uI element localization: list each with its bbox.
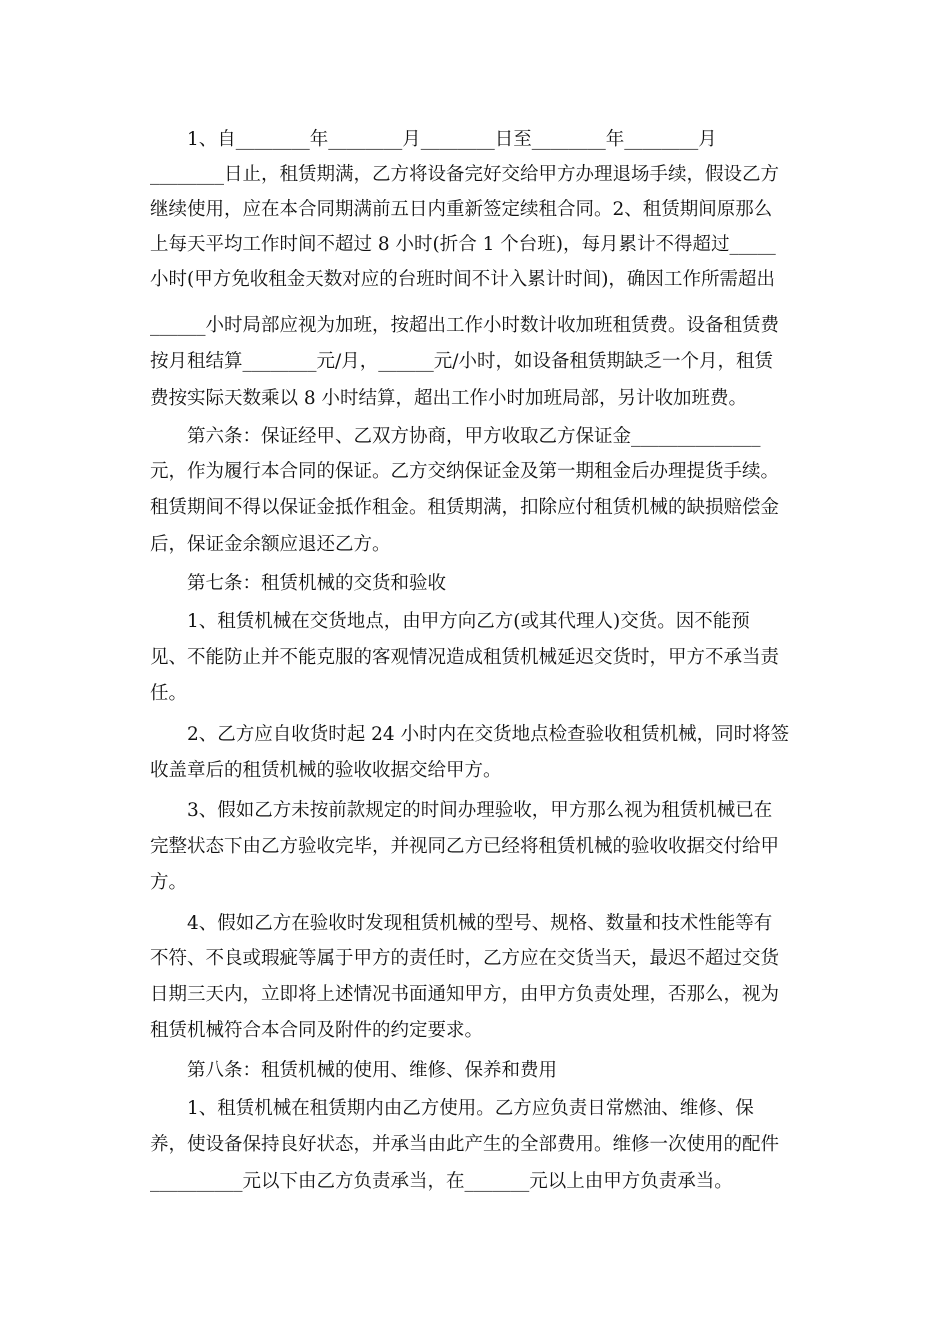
paragraph-line: 不符、不良或瑕疵等属于甲方的责任时，乙方应在交货当天，最迟不超过交货 [150,948,780,969]
paragraph-line: 任。 [150,683,188,704]
paragraph-line: 养，使设备保持良好状态，并承当由此产生的全部费用。维修一次使用的配件 [150,1134,780,1155]
paragraph-line: 后，保证金余额应退还乙方。 [150,534,391,555]
paragraph-line: 租赁机械符合本合同及附件的约定要求。 [150,1020,484,1041]
paragraph-line: 完整状态下由乙方验收完毕，并视同乙方已经将租赁机械的验收收据交付给甲 [150,836,780,857]
paragraph-line: 第六条：保证经甲、乙双方协商，甲方收取乙方保证金______________ [187,426,761,447]
paragraph-line: 日期三天内，立即将上述情况书面通知甲方，由甲方负责处理，否那么，视为 [150,984,780,1005]
paragraph-line: 租赁期间不得以保证金抵作租金。租赁期满，扣除应付租赁机械的缺损赔偿金 [150,497,780,518]
paragraph-line: ______小时局部应视为加班，按超出工作小时数计收加班租赁费。设备租赁费 [150,315,780,336]
section-heading: 第八条：租赁机械的使用、维修、保养和费用 [187,1060,558,1081]
paragraph-line: 继续使用，应在本合同期满前五日内重新签定续租合同。2、租赁期间原那么 [150,199,773,220]
paragraph-line: 见、不能防止并不能克服的客观情况造成租赁机械延迟交货时，甲方不承当责 [150,647,780,668]
paragraph-line: 小时(甲方免收租金天数对应的台班时间不计入累计时间)，确因工作所需超出 [150,269,775,290]
paragraph-line: 1、自________年________月________日至________年________月 [187,129,717,150]
paragraph-line: 1、租赁机械在交货地点，由甲方向乙方(或其代理人)交货。因不能预 [187,611,750,632]
paragraph-line: 4、假如乙方在验收时发现租赁机械的型号、规格、数量和技术性能等有 [187,913,773,934]
paragraph-line: ________日止，租赁期满，乙方将设备完好交给甲方办理退场手续，假设乙方 [150,164,780,185]
paragraph-line: 按月租结算________元/月，______元/小时，如设备租赁期缺乏一个月，租赁 [150,351,773,372]
paragraph-line: 1、租赁机械在租赁期内由乙方使用。乙方应负责日常燃油、维修、保 [187,1098,754,1119]
paragraph-line: 费按实际天数乘以 8 小时结算，超出工作小时加班局部，另计收加班费。 [150,388,748,409]
paragraph-line: 3、假如乙方未按前款规定的时间办理验收，甲方那么视为租赁机械已在 [187,800,773,821]
paragraph-line: 收盖章后的租赁机械的验收收据交给甲方。 [150,760,502,781]
paragraph-line: 2、乙方应自收货时起 24 小时内在交货地点检查验收租赁机械，同时将签 [187,724,790,745]
section-heading: 第七条：租赁机械的交货和验收 [187,573,447,594]
paragraph-line: 上每天平均工作时间不超过 8 小时(折合 1 个台班)，每月累计不得超过_____ [150,234,776,255]
paragraph-line: 方。 [150,872,188,893]
paragraph-line: __________元以下由乙方负责承当，在_______元以上由甲方负责承当。 [150,1171,733,1192]
paragraph-line: 元，作为履行本合同的保证。乙方交纳保证金及第一期租金后办理提货手续。 [150,461,780,482]
